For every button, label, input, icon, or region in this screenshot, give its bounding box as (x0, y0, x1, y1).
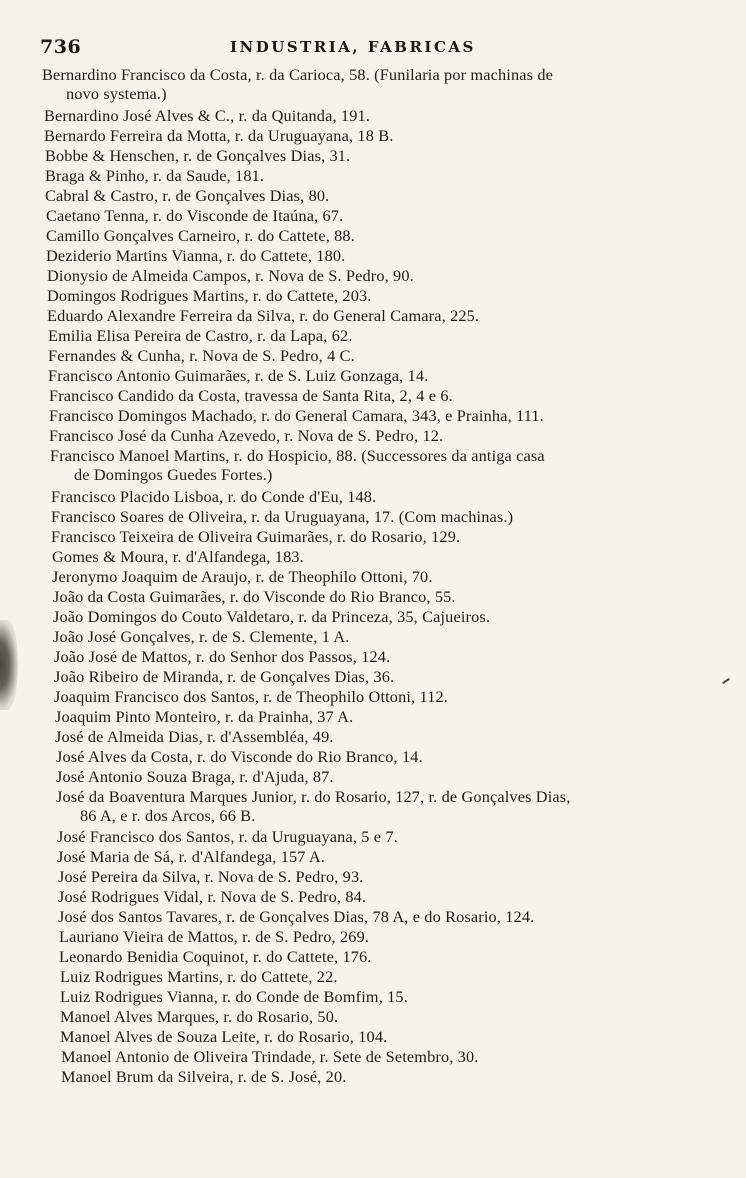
entry-text: Francisco Teixeira de Oliveira Guimarães, r. do Rosario, 129. (51, 527, 461, 546)
list-item (61, 1047, 478, 1066)
list-item (61, 1067, 346, 1086)
list-item (56, 787, 570, 825)
entry-text: Gomes & Moura, r. d'Alfandega, 183. (52, 547, 304, 566)
entry-continuation: novo systema.) (66, 84, 167, 103)
entry-text: Joaquim Francisco dos Santos, r. de Theophilo Ottoni, 112. (54, 687, 448, 706)
list-item (60, 1007, 338, 1026)
list-item (57, 827, 398, 846)
list-item (44, 106, 370, 125)
entry-text: José de Almeida Dias, r. d'Assembléa, 49. (55, 727, 334, 746)
entry-text: Camillo Gonçalves Carneiro, r. do Cattete, 88. (46, 226, 355, 245)
entry-text: Manoel Antonio de Oliveira Trindade, r. Sete de Setembro, 30. (61, 1047, 479, 1066)
entry-text: João José Gonçalves, r. de S. Clemente, 1 A. (53, 627, 350, 646)
list-item (54, 667, 394, 686)
entry-text: Bernardo Ferreira da Motta, r. da Uruguayana, 18 B. (44, 126, 394, 145)
entry-text: Lauriano Vieira de Mattos, r. de S. Pedro, 269. (59, 927, 370, 946)
list-item (45, 186, 329, 205)
list-item (53, 607, 490, 626)
ink-speck-mark (722, 678, 730, 684)
entry-text: Bobbe & Henschen, r. de Gonçalves Dias, 31. (45, 146, 351, 165)
running-head: INDUSTRIA, FABRICAS (230, 38, 476, 56)
entry-text: Dionysio de Almeida Campos, r. Nova de S. Pedro, 90. (47, 266, 414, 285)
page-header (40, 36, 500, 60)
list-item (60, 1027, 387, 1046)
list-item (58, 887, 366, 906)
list-item (48, 346, 355, 365)
entry-text: Emilia Elisa Pereira de Castro, r. da Lapa, 62. (48, 326, 353, 345)
list-item (46, 246, 345, 265)
entry-text: Eduardo Alexandre Ferreira da Silva, r. do General Camara, 225. (47, 306, 480, 325)
list-item (49, 386, 453, 405)
ink-blot-mark (0, 620, 18, 710)
list-item (42, 65, 553, 103)
entry-text: José Pereira da Silva, r. Nova de S. Pedro, 93. (58, 867, 364, 886)
entry-text: José Alves da Costa, r. do Visconde do Rio Branco, 14. (56, 747, 423, 766)
entry-text: Caetano Tenna, r. do Visconde de Itaúna, 67. (46, 206, 344, 225)
list-item (55, 707, 353, 726)
list-item (51, 527, 460, 546)
entry-text: Bernardino José Alves & C., r. da Quitanda, 191. (44, 106, 370, 125)
list-item (54, 687, 448, 706)
entry-text: João da Costa Guimarães, r. do Visconde do Rio Branco, 55. (53, 587, 456, 606)
entry-text: Luiz Rodrigues Vianna, r. do Conde de Bomfim, 15. (60, 987, 408, 1006)
entry-text: José Maria de Sá, r. d'Alfandega, 157 A. (57, 847, 326, 866)
entry-text: João Domingos do Couto Valdetaro, r. da Princeza, 35, Cajueiros. (53, 607, 491, 626)
entry-continuation: 86 A, e r. dos Arcos, 66 B. (80, 806, 256, 825)
entry-text: Francisco Domingos Machado, r. do General Camara, 343, e Prainha, 111. (49, 406, 544, 425)
entry-text: Francisco Antonio Guimarães, r. de S. Luiz Gonzaga, 14. (48, 366, 429, 385)
entry-text: Francisco Manoel Martins, r. do Hospicio, 88. (Successores da antiga casa (50, 446, 545, 465)
entry-text: Francisco Soares de Oliveira, r. da Uruguayana, 17. (Com machinas.) (51, 507, 514, 526)
entry-text: Cabral & Castro, r. de Gonçalves Dias, 80. (45, 186, 330, 205)
list-item (44, 126, 393, 145)
entry-text: Deziderio Martins Vianna, r. do Cattete, 180. (46, 246, 346, 265)
list-item (50, 446, 545, 484)
entry-continuation: de Domingos Guedes Fortes.) (74, 465, 273, 484)
list-item (52, 547, 304, 566)
entry-text: Bernardino Francisco da Costa, r. da Carioca, 58. (Funilaria por machinas de (42, 65, 553, 84)
list-item (49, 426, 443, 445)
list-item (47, 266, 414, 285)
list-item (46, 226, 355, 245)
list-item (55, 727, 334, 746)
list-item (60, 967, 338, 986)
page-number: 736 (40, 36, 82, 58)
entry-text: José dos Santos Tavares, r. de Gonçalves Dias, 78 A, e do Rosario, 124. (58, 907, 535, 926)
list-item (45, 166, 264, 185)
entry-text: Francisco José da Cunha Azevedo, r. Nova de S. Pedro, 12. (49, 426, 444, 445)
entry-text: Manoel Alves Marques, r. do Rosario, 50. (60, 1007, 339, 1026)
list-item (58, 907, 534, 926)
list-item (56, 767, 334, 786)
list-item (48, 326, 353, 345)
entry-text: José Rodrigues Vidal, r. Nova de S. Pedro, 84. (58, 887, 367, 906)
list-item (48, 366, 428, 385)
list-item (53, 627, 349, 646)
list-item (57, 847, 325, 866)
entry-text: Domingos Rodrigues Martins, r. do Cattete, 203. (47, 286, 372, 305)
list-item (53, 587, 456, 606)
list-item (51, 487, 376, 506)
list-item (46, 206, 343, 225)
list-item (54, 647, 390, 666)
entry-text: Francisco Candido da Costa, travessa de Santa Rita, 2, 4 e 6. (49, 386, 453, 405)
entry-text: João José de Mattos, r. do Senhor dos Passos, 124. (54, 647, 391, 666)
list-item (47, 286, 372, 305)
list-item (51, 507, 513, 526)
entry-text: Luiz Rodrigues Martins, r. do Cattete, 22. (60, 967, 338, 986)
entry-text: João Ribeiro de Miranda, r. de Gonçalves Dias, 36. (54, 667, 395, 686)
list-item (60, 987, 408, 1006)
list-item (59, 927, 369, 946)
entry-text: Braga & Pinho, r. da Saude, 181. (45, 166, 265, 185)
entry-text: Manoel Brum da Silveira, r. de S. José, 20. (61, 1067, 347, 1086)
entry-text: Fernandes & Cunha, r. Nova de S. Pedro, 4 C. (48, 346, 355, 365)
entry-text: Joaquim Pinto Monteiro, r. da Prainha, 37 A. (55, 707, 354, 726)
entry-text: José Francisco dos Santos, r. da Uruguayana, 5 e 7. (57, 827, 398, 846)
list-item (52, 567, 433, 586)
entry-text: Leonardo Benidia Coquinot, r. do Cattete, 176. (59, 947, 372, 966)
entry-text: Francisco Placido Lisboa, r. do Conde d'Eu, 148. (51, 487, 377, 506)
list-item (58, 867, 364, 886)
entry-text: José Antonio Souza Braga, r. d'Ajuda, 87. (56, 767, 334, 786)
list-item (49, 406, 544, 425)
list-item (45, 146, 350, 165)
list-item (56, 747, 423, 766)
entry-text: José da Boaventura Marques Junior, r. do Rosario, 127, r. de Gonçalves Dias, (56, 787, 571, 806)
entry-text: Jeronymo Joaquim de Araujo, r. de Theophilo Ottoni, 70. (52, 567, 433, 586)
list-item (47, 306, 479, 325)
entry-text: Manoel Alves de Souza Leite, r. do Rosario, 104. (60, 1027, 388, 1046)
list-item (59, 947, 372, 966)
